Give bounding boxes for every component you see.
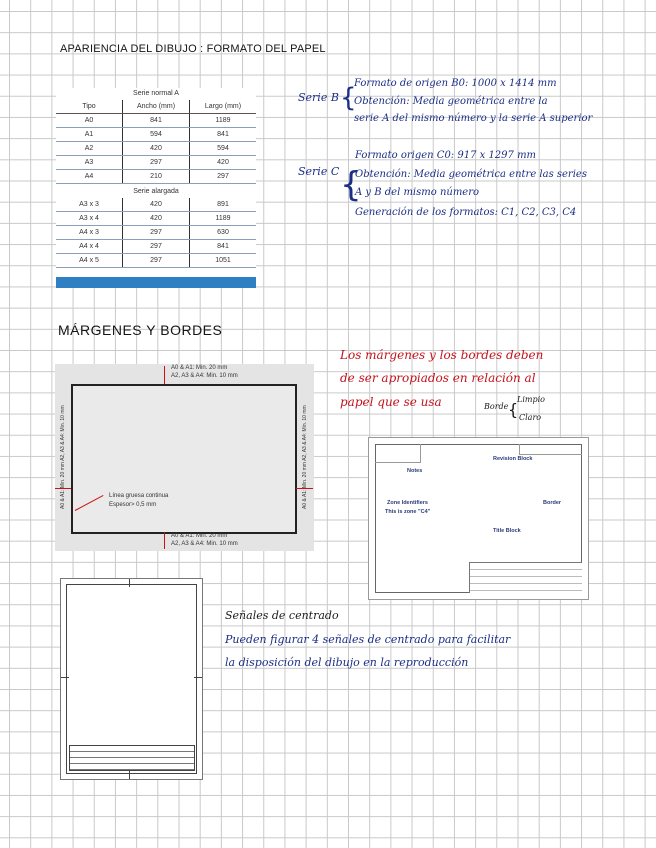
title-block-label: Title Block <box>493 528 521 534</box>
centering-line1: Pueden figurar 4 señales de centrado para facilitar <box>225 633 511 646</box>
border-callout: Border <box>543 500 562 506</box>
brace-icon: { <box>508 400 519 419</box>
table-cell: A2 <box>84 145 94 152</box>
table-cell: 594 <box>217 145 229 152</box>
table-cell: A4 <box>84 173 94 180</box>
table-blue-bar <box>56 277 256 288</box>
table-cell: 630 <box>217 229 229 236</box>
table-row <box>56 128 256 142</box>
table-row <box>56 114 256 128</box>
series-b-line3: serie A del mismo número y la serie A superior <box>354 113 593 124</box>
margins-diagram <box>55 364 314 551</box>
center-mark <box>61 677 69 678</box>
table-cell: A4 x 3 <box>79 229 99 236</box>
table-row <box>56 156 256 170</box>
table-cell: A1 <box>84 131 94 138</box>
series-b-label: Serie B <box>298 91 339 104</box>
table-cell: A3 <box>84 159 94 166</box>
table-header-row <box>56 100 256 114</box>
series-b-line2: Obtención: Media geométrica entre la <box>354 96 548 107</box>
bottom-margin-line2: A2, A3 & A4: Min. 10 mm <box>171 541 238 547</box>
table-row <box>56 254 256 268</box>
arrow-icon <box>164 532 165 549</box>
table-cell: 297 <box>122 156 190 169</box>
table-body-long <box>56 198 256 268</box>
title-block-box <box>69 745 195 771</box>
centering-title: Señales de centrado <box>225 609 339 622</box>
table-header-cell: Tipo <box>82 103 96 110</box>
table-cell: 297 <box>122 254 190 267</box>
series-c-line2: Obtención: Media geométrica entre las series <box>355 169 587 180</box>
drawing-sheet-diagram <box>368 437 589 600</box>
table-cell: 841 <box>122 114 190 127</box>
table-cell: 1051 <box>215 257 231 264</box>
series-c-label: Serie C <box>298 165 340 178</box>
table-cell: 1189 <box>215 215 231 222</box>
table-cell: 420 <box>122 198 190 211</box>
table-row <box>56 198 256 212</box>
border-opt-2: Claro <box>519 413 542 422</box>
margins-note-line1: Los márgenes y los bordes deben <box>340 348 544 362</box>
top-margin-line2: A2, A3 & A4: Min. 10 mm <box>171 373 238 379</box>
series-c-line3: A y B del mismo número <box>355 187 480 198</box>
center-mark <box>129 771 130 779</box>
title-block-box <box>469 562 582 593</box>
revision-label: Revision Block <box>493 456 533 462</box>
table-cell: 297 <box>122 226 190 239</box>
table-cell: 841 <box>217 243 229 250</box>
table-cell: 1189 <box>215 117 231 124</box>
table-cell: 420 <box>122 142 190 155</box>
centering-line2: la disposición del dibujo en la reproducción <box>225 656 469 669</box>
zone-sub-label: This is zone "C4" <box>385 509 431 515</box>
table-cell: 420 <box>217 159 229 166</box>
border-label: Borde <box>484 402 509 411</box>
center-mark <box>129 579 130 587</box>
table-header-cell: Largo (mm) <box>204 103 242 110</box>
drawing-frame <box>71 384 297 534</box>
table-row <box>56 212 256 226</box>
table-header-cell: Ancho (mm) <box>122 100 190 113</box>
table-cell: 210 <box>122 170 190 183</box>
table-cell: 891 <box>217 201 229 208</box>
table-cell: 594 <box>122 128 190 141</box>
table-cell: A3 x 4 <box>79 215 99 222</box>
table-row <box>56 142 256 156</box>
table-cell: A4 x 5 <box>79 257 99 264</box>
top-margin-line1: A0 & A1: Min. 20 mm <box>171 365 228 371</box>
table-cell: A4 x 4 <box>79 243 99 250</box>
table-cell: A3 x 3 <box>79 201 99 208</box>
bottom-margin-line1: A0 & A1: Min. 20 mm <box>171 533 228 539</box>
table-cell: 420 <box>122 212 190 225</box>
margins-note-line3: papel que se usa <box>340 395 442 409</box>
margins-heading: MÁRGENES Y BORDES <box>58 322 223 338</box>
line-label-1: Línea gruesa continua <box>109 493 169 499</box>
table-row <box>56 170 256 184</box>
table-body-normal <box>56 114 256 184</box>
zone-label: Zone Identifiers <box>387 500 428 506</box>
margins-note-line2: de ser apropiados en relación al <box>340 371 536 385</box>
format-heading: APARIENCIA DEL DIBUJO : FORMATO DEL PAPEL <box>60 43 326 55</box>
center-mark <box>194 677 202 678</box>
table-cell: 841 <box>217 131 229 138</box>
line-label-2: Espesor> 0,5 mm <box>109 502 157 508</box>
border-opt-1: Limpio <box>517 395 545 404</box>
series-c-line4: Generación de los formatos: C1, C2, C3, C4 <box>355 207 577 218</box>
table-cell: 297 <box>122 240 190 253</box>
table-caption-long: Serie alargada <box>133 188 179 195</box>
centering-sheet-diagram <box>60 578 203 780</box>
brace-icon: { <box>340 165 362 205</box>
table-cell: A0 <box>84 117 94 124</box>
series-b-line1: Formato de origen B0: 1000 x 1414 mm <box>354 78 557 89</box>
notes-label: Notes <box>407 468 423 474</box>
series-c-line1: Formato origen C0: 917 x 1297 mm <box>355 150 537 161</box>
arrow-icon <box>164 366 165 384</box>
right-margin-label: A0 & A1: Min. 20 mm A2, A3 & A4: Min. 10 mm <box>302 405 308 509</box>
paper-size-table <box>56 88 256 288</box>
notes-box <box>375 444 421 463</box>
table-cell: 297 <box>217 173 229 180</box>
table-row <box>56 226 256 240</box>
left-margin-label: A0 & A1: Min. 20 mm A2, A3 & A4: Min. 10 mm <box>60 405 66 509</box>
table-row <box>56 240 256 254</box>
brace-icon: { <box>340 83 357 113</box>
revision-box <box>519 444 582 455</box>
table-caption-normal: Serie normal A <box>133 90 179 97</box>
